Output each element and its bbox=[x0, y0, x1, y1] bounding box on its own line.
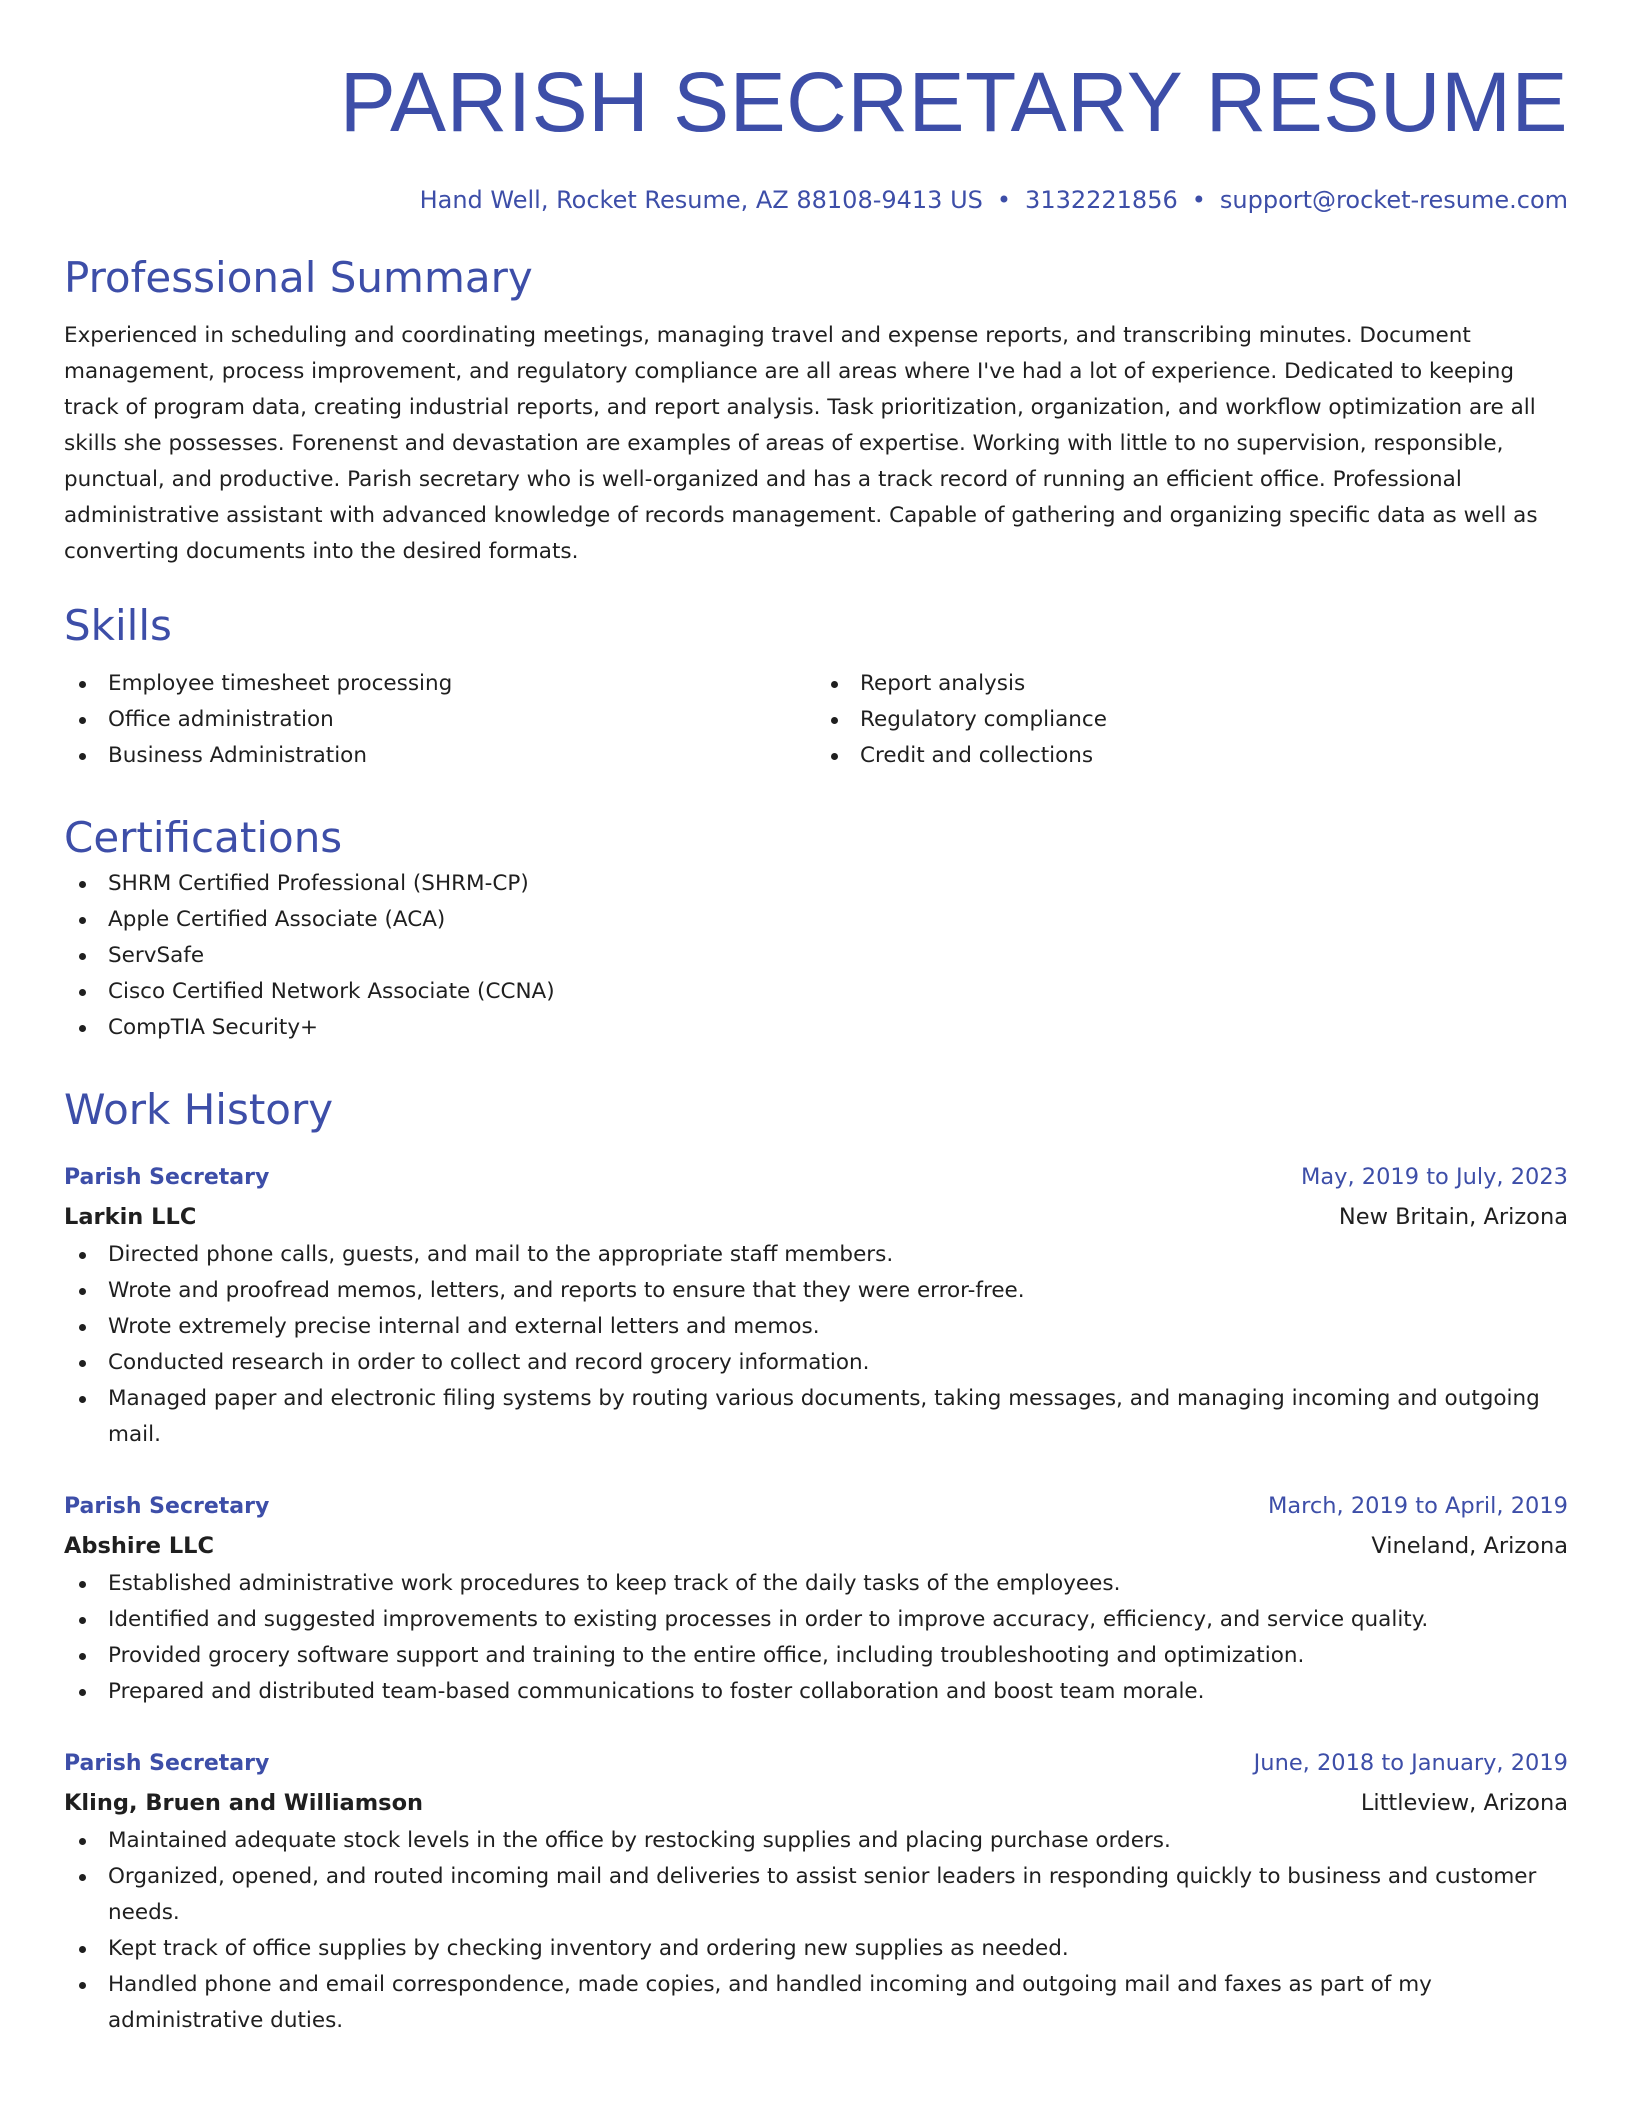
job-header-row bbox=[64, 1744, 1568, 1783]
certification-text: Apple Certified Associate (ACA) bbox=[108, 907, 446, 932]
list-item bbox=[64, 1674, 1568, 1710]
job-duties-list bbox=[64, 1237, 1568, 1453]
job-entry bbox=[64, 1487, 1568, 1710]
list-item bbox=[64, 902, 1568, 938]
bullet-icon bbox=[79, 717, 86, 724]
list-item bbox=[64, 938, 1568, 974]
job-entry bbox=[64, 1158, 1568, 1453]
list-item bbox=[64, 1237, 1568, 1273]
list-item bbox=[64, 974, 1568, 1010]
bullet-icon bbox=[79, 681, 86, 688]
job-company-row bbox=[64, 1526, 1568, 1566]
skills-heading: Skills bbox=[64, 601, 172, 650]
bullet-icon bbox=[831, 717, 838, 724]
list-item bbox=[64, 738, 816, 774]
skills-list-left bbox=[64, 666, 816, 774]
bullet-icon bbox=[79, 1982, 86, 1989]
bullet-icon bbox=[79, 917, 86, 924]
list-item bbox=[816, 738, 1568, 774]
skill-text: Business Administration bbox=[108, 743, 367, 768]
list-item bbox=[64, 1823, 1568, 1859]
job-dates: March, 2019 to April, 2019 bbox=[1267, 1493, 1568, 1519]
duty-text: Managed paper and electronic filing systems by routing various documents, taking messages, and managing incoming and outgoing mail. bbox=[108, 1386, 1540, 1447]
skill-text: Credit and collections bbox=[860, 743, 1094, 768]
job-title: Parish Secretary bbox=[64, 1494, 270, 1519]
contact-address: Hand Well, Rocket Resume, AZ 88108-9413 US bbox=[419, 186, 983, 214]
bullet-icon bbox=[79, 1025, 86, 1032]
resume-page bbox=[64, 0, 1568, 2039]
job-company: Larkin LLC bbox=[64, 1204, 197, 1230]
bullet-icon bbox=[79, 1396, 86, 1403]
job-title: Parish Secretary bbox=[64, 1751, 270, 1776]
job-company-row bbox=[64, 1197, 1568, 1237]
list-item bbox=[64, 1931, 1568, 1967]
job-dates: May, 2019 to July, 2023 bbox=[1300, 1164, 1568, 1190]
job-header-row bbox=[64, 1158, 1568, 1197]
skill-text: Regulatory compliance bbox=[860, 707, 1107, 732]
bullet-icon bbox=[831, 681, 838, 688]
list-item bbox=[816, 702, 1568, 738]
skills-columns bbox=[64, 666, 1568, 774]
duty-text: Maintained adequate stock levels in the office by restocking supplies and placing purchase orders. bbox=[108, 1828, 1171, 1853]
skills-list-right bbox=[816, 666, 1568, 774]
bullet-icon bbox=[79, 1360, 86, 1367]
list-item bbox=[64, 1967, 1568, 2039]
job-company: Kling, Bruen and Williamson bbox=[64, 1790, 424, 1816]
duty-text: Conducted research in order to collect and record grocery information. bbox=[108, 1350, 870, 1375]
bullet-icon bbox=[79, 1653, 86, 1660]
resume-title: PARISH SECRETARY RESUME bbox=[339, 55, 1568, 149]
bullet-icon bbox=[79, 1288, 86, 1295]
list-item bbox=[64, 1859, 1568, 1931]
bullet-icon bbox=[79, 753, 86, 760]
list-item bbox=[64, 1345, 1568, 1381]
bullet-icon bbox=[79, 1324, 86, 1331]
duty-text: Established administrative work procedures to keep track of the daily tasks of the employees. bbox=[108, 1571, 1121, 1596]
list-item bbox=[64, 1273, 1568, 1309]
duty-text: Directed phone calls, guests, and mail to the appropriate staff members. bbox=[108, 1242, 894, 1267]
skill-text: Report analysis bbox=[860, 671, 1026, 696]
job-company: Abshire LLC bbox=[64, 1533, 215, 1559]
contact-phone: 3132221856 bbox=[1025, 186, 1178, 214]
list-item bbox=[64, 702, 816, 738]
job-location: Vineland, Arizona bbox=[1371, 1533, 1568, 1559]
job-header-row bbox=[64, 1487, 1568, 1526]
bullet-icon bbox=[79, 1874, 86, 1881]
summary-text: Experienced in scheduling and coordinating meetings, managing travel and expense reports, and transcribing minutes. Document management, process improvement, and regulatory compliance are all areas where I've had a lot of experience. Dedicated to keeping track of program data, creating industrial reports, and report analysis. Task prioritization, organization, and workflow optimization are all skills she possesses. Forenenst and devastation are examples of areas of expertise. Working with little to no supervision, responsible, punctual, and productive. Parish secretary who is well-organized and has a track record of running an efficient office. Professional administrative assistant with advanced knowledge of records management. Capable of gathering and organizing specific data as well as converting documents into the desired formats. bbox=[64, 323, 1538, 564]
duty-text: Organized, opened, and routed incoming mail and deliveries to assist senior leaders in responding quickly to business and customer needs. bbox=[108, 1864, 1537, 1925]
job-location: New Britain, Arizona bbox=[1338, 1204, 1568, 1230]
list-item bbox=[64, 866, 1568, 902]
bullet-icon bbox=[79, 1252, 86, 1259]
list-item bbox=[64, 1602, 1568, 1638]
list-item bbox=[64, 1309, 1568, 1345]
duty-text: Handled phone and email correspondence, made copies, and handled incoming and outgoing mail and faxes as part of my administrative duties. bbox=[108, 1972, 1432, 2033]
contact-line bbox=[64, 180, 1568, 220]
job-duties-list bbox=[64, 1566, 1568, 1710]
duty-text: Kept track of office supplies by checking inventory and ordering new supplies as needed. bbox=[108, 1936, 1069, 1961]
skill-text: Employee timesheet processing bbox=[108, 671, 453, 696]
list-item bbox=[64, 666, 816, 702]
certifications-list bbox=[64, 866, 1568, 1046]
skill-text: Office administration bbox=[108, 707, 334, 732]
job-company-row bbox=[64, 1783, 1568, 1823]
certification-text: ServSafe bbox=[108, 943, 205, 968]
bullet-icon bbox=[79, 1689, 86, 1696]
duty-text: Identified and suggested improvements to existing processes in order to improve accuracy, efficiency, and service quality. bbox=[108, 1607, 1429, 1632]
certifications-heading: Certifications bbox=[64, 813, 343, 862]
contact-separator: • bbox=[996, 186, 1012, 214]
list-item bbox=[64, 1566, 1568, 1602]
bullet-icon bbox=[79, 989, 86, 996]
bullet-icon bbox=[79, 1946, 86, 1953]
contact-email: support@rocket-resume.com bbox=[1219, 186, 1568, 214]
duty-text: Wrote and proofread memos, letters, and reports to ensure that they were error-free. bbox=[108, 1278, 1025, 1303]
list-item bbox=[816, 666, 1568, 702]
certification-text: SHRM Certified Professional (SHRM-CP) bbox=[108, 871, 529, 896]
job-entry bbox=[64, 1744, 1568, 2039]
summary-heading: Professional Summary bbox=[64, 253, 533, 302]
duty-text: Prepared and distributed team-based communications to foster collaboration and boost team morale. bbox=[108, 1679, 1205, 1704]
bullet-icon bbox=[79, 881, 86, 888]
certification-text: CompTIA Security+ bbox=[108, 1015, 319, 1040]
certification-text: Cisco Certified Network Associate (CCNA) bbox=[108, 979, 555, 1004]
resume-header bbox=[64, 0, 1568, 220]
contact-separator: • bbox=[1191, 186, 1206, 214]
bullet-icon bbox=[79, 1581, 86, 1588]
list-item bbox=[64, 1010, 1568, 1046]
bullet-icon bbox=[79, 1617, 86, 1624]
bullet-icon bbox=[831, 753, 838, 760]
job-location: Littleview, Arizona bbox=[1360, 1790, 1568, 1816]
list-item bbox=[64, 1381, 1568, 1453]
bullet-icon bbox=[79, 1838, 86, 1845]
job-title: Parish Secretary bbox=[64, 1165, 270, 1190]
job-duties-list bbox=[64, 1823, 1568, 2039]
work-history-heading: Work History bbox=[64, 1085, 334, 1134]
duty-text: Wrote extremely precise internal and external letters and memos. bbox=[108, 1314, 820, 1339]
list-item bbox=[64, 1638, 1568, 1674]
bullet-icon bbox=[79, 953, 86, 960]
duty-text: Provided grocery software support and training to the entire office, including troubleshooting and optimization. bbox=[108, 1643, 1305, 1668]
job-dates: June, 2018 to January, 2019 bbox=[1253, 1750, 1568, 1776]
